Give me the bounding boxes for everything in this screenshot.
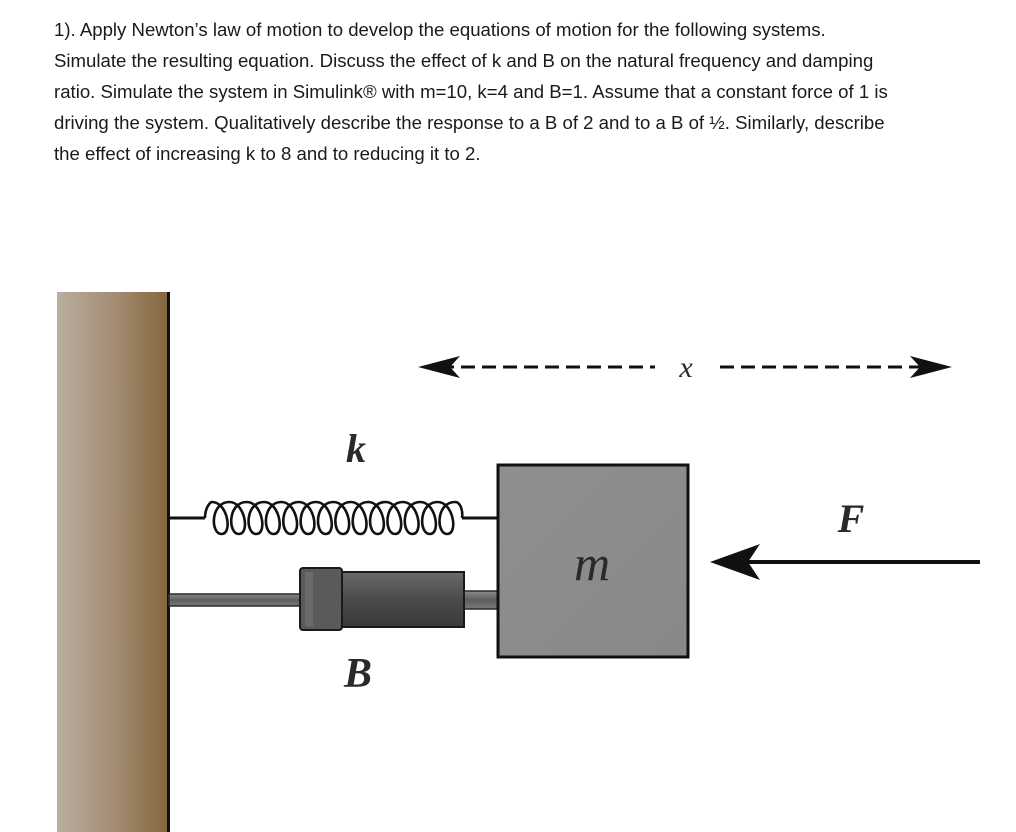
mass-block [498,465,688,657]
displacement-arrow [418,351,952,384]
problem-line-2: Simulate the resulting equation. Discuss the effect of k and B on the natural frequency and damping [54,50,874,71]
problem-line-5: the effect of increasing k to 8 and to reducing it to 2. [54,143,481,164]
damper-label: B [343,651,373,697]
displacement-label: x [679,351,693,384]
problem-line-3: ratio. Simulate the system in Simulink® with m=10, k=4 and B=1. Assume that a constant force of 1 is [54,81,888,102]
mass-label: m [573,535,611,591]
problem-line-1: 1). Apply Newton’s law of motion to develop the equations of motion for the following systems. [54,19,826,40]
damper [169,568,498,697]
spring-label: k [346,426,366,471]
wall [57,292,169,832]
problem-line-4: driving the system. Qualitatively describe the response to a B of 2 and to a B of ½. Similarly, describe [54,112,885,133]
force-label: F [837,496,865,541]
force-arrow [710,496,980,580]
spring [169,426,497,534]
